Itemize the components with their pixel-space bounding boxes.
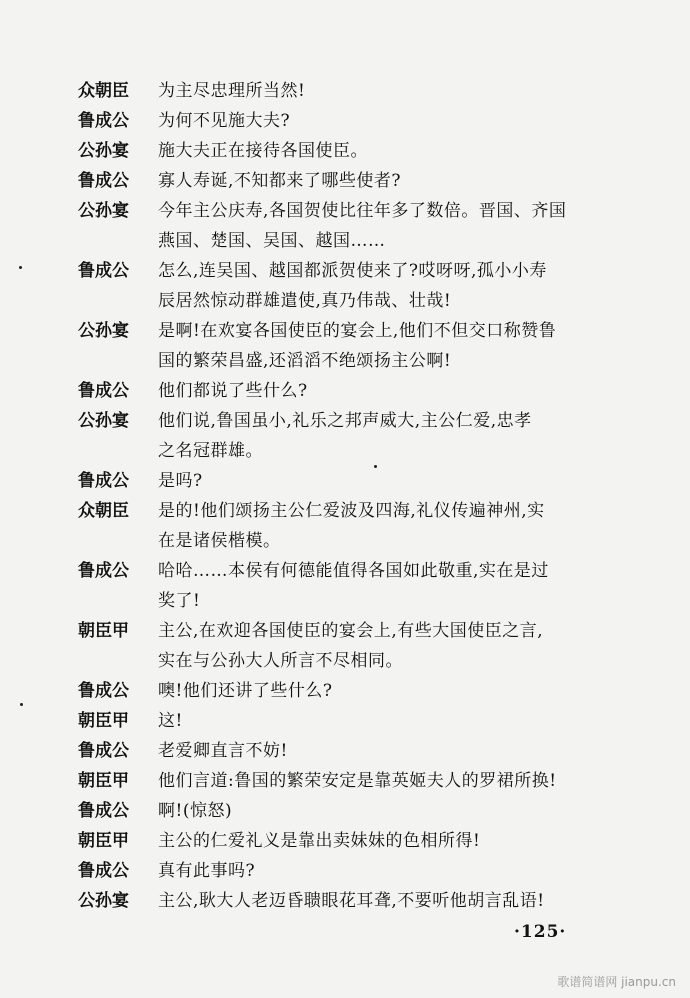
dialogue-text <box>158 736 638 766</box>
dialogue-entry <box>78 826 638 856</box>
speaker-name: 鲁成公 <box>78 471 129 491</box>
dialogue-line: 主公的仁爱礼义是靠出卖妹妹的色相所得! <box>158 831 481 851</box>
dialogue-text <box>158 886 638 916</box>
dialogue-line: 他们说,鲁国虽小,礼乐之邦声威大,主公仁爱,忠孝 <box>158 411 532 431</box>
dialogue-entry <box>78 616 638 676</box>
dialogue-text <box>158 76 638 106</box>
dialogue-text <box>158 856 638 886</box>
dialogue-line: 怎么,连吴国、越国都派贺使来了?哎呀呀,孤小小寿 <box>158 261 547 281</box>
dialogue-text <box>158 256 638 316</box>
dialogue-line: 施大夫正在接待各国使臣。 <box>158 141 368 161</box>
dialogue-entry <box>78 106 638 136</box>
dialogue-line: 他们言道:鲁国的繁荣安定是靠英姬夫人的罗裙所换! <box>158 771 557 791</box>
speaker-name: 朝臣甲 <box>78 771 129 791</box>
dialogue-entry <box>78 496 638 556</box>
dialogue-entry <box>78 856 638 886</box>
speaker-name: 鲁成公 <box>78 261 129 281</box>
dialogue-entry <box>78 376 638 406</box>
dialogue-entry <box>78 706 638 736</box>
dialogue-text <box>158 106 638 136</box>
dialogue-entry <box>78 466 638 496</box>
speaker-name: 众朝臣 <box>78 501 129 521</box>
dialogue-entry <box>78 736 638 766</box>
dialogue-line: 辰居然惊动群雄遣使,真乃伟哉、壮哉! <box>158 291 452 311</box>
dialogue-line: 今年主公庆寿,各国贺使比往年多了数倍。晋国、齐国 <box>158 201 567 221</box>
dialogue-line: 实在与公孙大人所言不尽相同。 <box>158 651 403 671</box>
dialogue-entry <box>78 676 638 706</box>
dialogue-line: 啊!(惊怒) <box>158 801 233 821</box>
dialogue-entry <box>78 196 638 256</box>
dialogue-line: 是的!他们颂扬主公仁爱波及四海,礼仪传遍神州,实 <box>158 501 545 521</box>
dialogue-line: 是吗? <box>158 471 203 491</box>
dialogue-text <box>158 406 638 466</box>
ink-speck <box>20 703 23 706</box>
speaker-name: 公孙宴 <box>78 201 129 221</box>
speaker-name: 鲁成公 <box>78 381 129 401</box>
dialogue-line: 之名冠群雄。 <box>158 441 263 461</box>
dialogue-entry <box>78 886 638 916</box>
dialogue-line: 真有此事吗? <box>158 861 256 881</box>
dialogue-line: 国的繁荣昌盛,还滔滔不绝颂扬主公啊! <box>158 351 452 371</box>
dialogue-entry <box>78 256 638 316</box>
speaker-name: 鲁成公 <box>78 111 129 131</box>
site-watermark: 歌谱简谱网 jianpu.cn <box>557 975 676 989</box>
speaker-name: 朝臣甲 <box>78 711 129 731</box>
speaker-name: 鲁成公 <box>78 171 129 191</box>
dialogue-entry <box>78 166 638 196</box>
speaker-name: 公孙宴 <box>78 891 129 911</box>
ink-speck <box>374 465 377 468</box>
dialogue-text <box>158 466 638 496</box>
dialogue-text <box>158 616 638 676</box>
dialogue-entry <box>78 316 638 376</box>
ink-speck <box>19 266 22 269</box>
dialogue-text <box>158 496 638 556</box>
dialogue-line: 在是诸侯楷模。 <box>158 531 281 551</box>
dialogue-line: 他们都说了些什么? <box>158 381 308 401</box>
dialogue-text <box>158 826 638 856</box>
speaker-name: 公孙宴 <box>78 321 129 341</box>
dialogue-text <box>158 796 638 826</box>
dialogue-line: 主公,耿大人老迈昏聩眼花耳聋,不要听他胡言乱语! <box>158 891 545 911</box>
speaker-name: 鲁成公 <box>78 861 129 881</box>
dialogue-text <box>158 556 638 616</box>
dialogue-text <box>158 136 638 166</box>
dialogue-line: 寡人寿诞,不知都来了哪些使者? <box>158 171 402 191</box>
dialogue-text <box>158 766 638 796</box>
dialogue-line: 是啊!在欢宴各国使臣的宴会上,他们不但交口称赞鲁 <box>158 321 557 341</box>
dialogue-line: 哈哈……本侯有何德能值得各国如此敬重,实在是过 <box>158 561 549 581</box>
dialogue-text <box>158 196 638 256</box>
speaker-name: 朝臣甲 <box>78 831 129 851</box>
speaker-name: 鲁成公 <box>78 561 129 581</box>
dialogue-text <box>158 376 638 406</box>
dialogue-text <box>158 166 638 196</box>
dialogue-line: 这! <box>158 711 183 731</box>
speaker-name: 鲁成公 <box>78 741 129 761</box>
dialogue-line: 主公,在欢迎各国使臣的宴会上,有些大国使臣之言, <box>158 621 544 641</box>
dialogue-line: 奖了! <box>158 591 201 611</box>
dialogue-entry <box>78 556 638 616</box>
speaker-name: 朝臣甲 <box>78 621 129 641</box>
dialogue-line: 燕国、楚国、吴国、越国…… <box>158 231 386 251</box>
page-number: ·125· <box>514 922 567 942</box>
dialogue-line: 噢!他们还讲了些什么? <box>158 681 333 701</box>
speaker-name: 众朝臣 <box>78 81 129 101</box>
dialogue-list <box>78 76 638 916</box>
dialogue-line: 为何不见施大夫? <box>158 111 291 131</box>
dialogue-entry <box>78 136 638 166</box>
dialogue-entry <box>78 76 638 106</box>
dialogue-text <box>158 316 638 376</box>
dialogue-entry <box>78 406 638 466</box>
dialogue-text <box>158 676 638 706</box>
dialogue-line: 为主尽忠理所当然! <box>158 81 306 101</box>
dialogue-line: 老爱卿直言不妨! <box>158 741 288 761</box>
dialogue-text <box>158 706 638 736</box>
speaker-name: 鲁成公 <box>78 681 129 701</box>
speaker-name: 公孙宴 <box>78 411 129 431</box>
dialogue-entry <box>78 796 638 826</box>
speaker-name: 公孙宴 <box>78 141 129 161</box>
dialogue-entry <box>78 766 638 796</box>
speaker-name: 鲁成公 <box>78 801 129 821</box>
